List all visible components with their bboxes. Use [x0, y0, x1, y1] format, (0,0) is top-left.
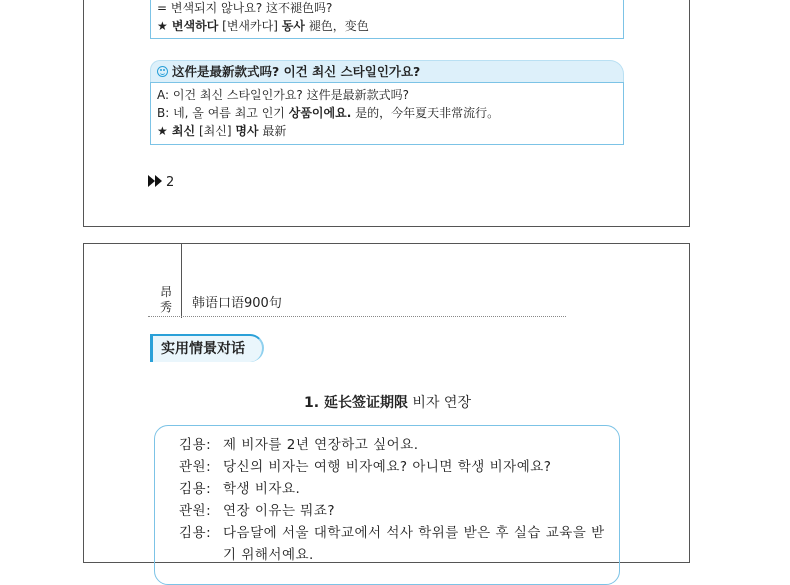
side-publisher: 昂秀: [159, 285, 172, 314]
entry2-line-b-bold: 상품이에요.: [288, 106, 352, 120]
utterance: 다음달에 서울 대학교에서 석사 학위를 받은 후 실습 교육을 받기 위해서예요.: [223, 525, 605, 563]
entry2-word: ★ 최신: [157, 124, 196, 138]
dialog-box: [154, 425, 620, 585]
speaker: 김용:: [179, 525, 212, 541]
entry2-pron: [최신]: [198, 124, 232, 138]
entry2-heading-tab: [150, 60, 624, 82]
entry1-pron: [변새카다]: [222, 19, 278, 33]
book-title: 韩语口语900句: [192, 296, 282, 311]
utterance: 학생 비자요.: [223, 481, 301, 497]
entry2-line-b-post: 是的，今年夏天非常流行。: [355, 106, 500, 120]
entry1-word: ★ 변색하다: [157, 19, 219, 33]
speaker: 김용:: [179, 437, 212, 453]
dialog-line: [179, 522, 611, 566]
dialog-title-rest: 비자 연장: [412, 395, 471, 411]
utterance: 제 비자를 2년 연장하고 싶어요.: [223, 437, 419, 453]
entry2-pos: 명사: [235, 124, 259, 138]
entry1-line1: = 변색되지 않나요? 这不褪色吗?: [157, 1, 333, 15]
dialog-line: [179, 434, 611, 456]
smiley-icon: [157, 66, 168, 77]
dotted-divider: [148, 316, 566, 317]
entry2-word-line: [157, 122, 617, 140]
page-number-text: 2: [166, 175, 175, 190]
dialog-line: [179, 500, 611, 522]
entry2-line-a: A: 이건 최신 스타일인가요? 这件是最新款式吗?: [157, 88, 409, 102]
entry2-line-b: [157, 104, 617, 122]
page-number: [148, 175, 174, 191]
entry2-heading: 这件是最新款式吗? 이건 최신 스타일인가요?: [172, 64, 421, 79]
dialog-title: [84, 392, 691, 412]
entry2-line-b-pre: B: 네, 올 여름 최고 인기: [157, 106, 285, 120]
dialog-line: [179, 456, 611, 478]
page-lower: [83, 243, 690, 563]
speaker: 관원:: [179, 459, 212, 475]
vocab-entry-1: [150, 0, 624, 39]
vocab-entry-2: [150, 82, 624, 145]
dialog-line: [179, 478, 611, 500]
entry1-pos: 동사: [281, 19, 305, 33]
double-arrow-icon: [148, 175, 163, 187]
speaker: 관원:: [179, 503, 212, 519]
page-upper: [83, 0, 690, 227]
speaker: 김용:: [179, 481, 212, 497]
side-divider: [181, 244, 182, 318]
entry1-word-line: [157, 17, 617, 35]
entry2-meaning: 最新: [262, 124, 287, 138]
dialog-title-bold: 1. 延长签证期限: [304, 395, 408, 411]
entry1-meaning: 褪色，变色: [308, 19, 369, 33]
section-label: 实用情景对话: [150, 334, 264, 362]
utterance: 당신의 비자는 여행 비자예요? 아니면 학생 비자예요?: [223, 459, 552, 475]
utterance: 연장 이유는 뭐죠?: [223, 503, 336, 519]
